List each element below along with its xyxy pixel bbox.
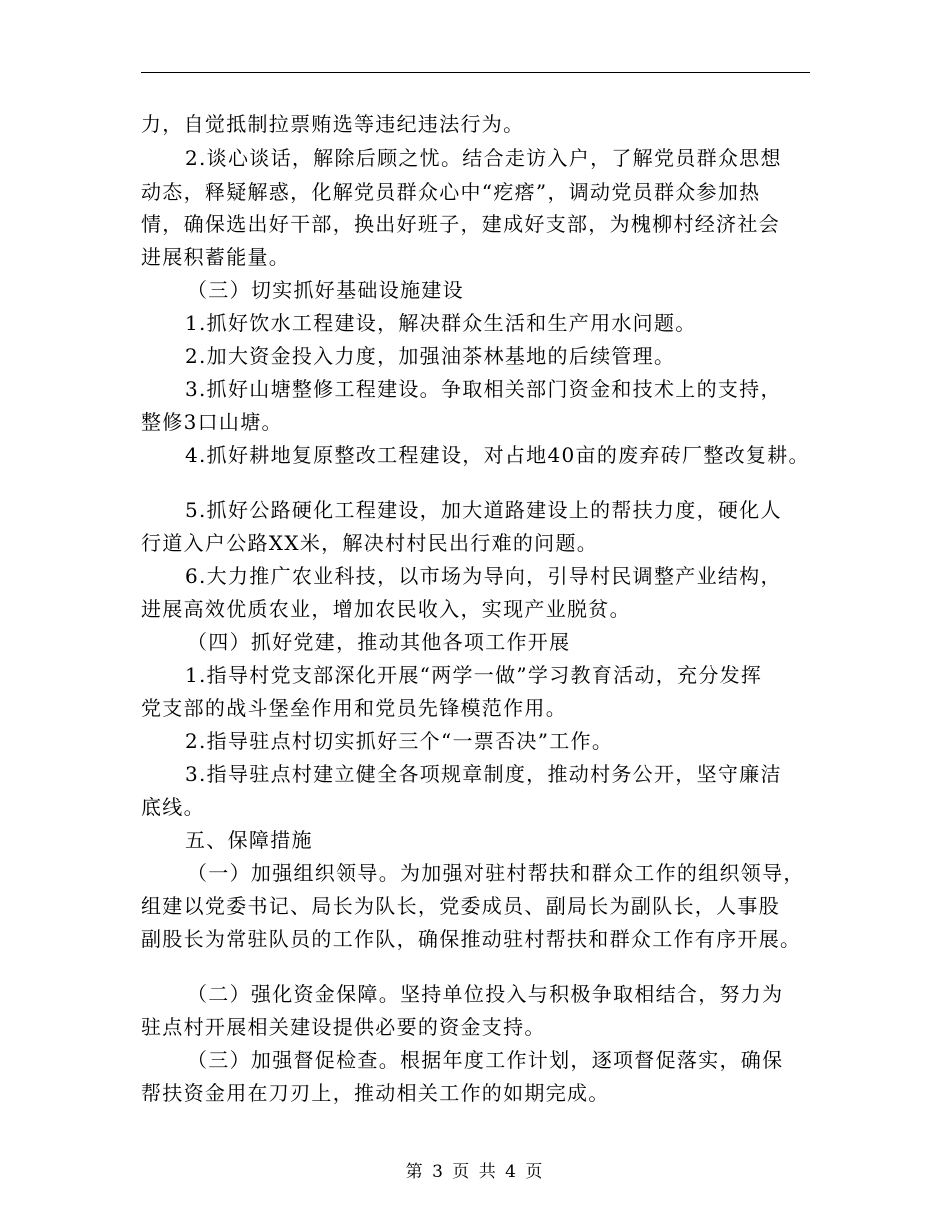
- text-line: 帮扶资金用在刀刃上，推动相关工作的如期完成。: [141, 1081, 610, 1105]
- text-line: 1.指导村党支部深化开展“两学一做”学习教育活动，充分发挥: [185, 663, 763, 687]
- page-number: 第 3 页 共 4 页: [405, 1162, 545, 1182]
- text-line: 力，自觉抵制拉票贿选等违纪违法行为。: [141, 112, 525, 136]
- text-line: 2.谈心谈话，解除后顾之忧。结合走访入户，了解党员群众思想: [185, 146, 782, 170]
- text-line: 行道入户公路XX米，解决村村民出行难的问题。: [141, 531, 599, 555]
- text-line: 1.抓好饮水工程建设，解决群众生活和生产用水问题。: [185, 311, 697, 335]
- text-line: 6.大力推广农业科技，以市场为导向，引导村民调整产业结构，: [185, 564, 782, 588]
- text-line: 驻点村开展相关建设提供必要的资金支持。: [141, 1015, 546, 1039]
- text-line: （三）加强督促检查。根据年度工作计划，逐项督促落实，确保: [187, 1048, 784, 1072]
- text-line: 动态，释疑解惑，化解党员群众心中“疙瘩”，调动党员群众参加热: [141, 180, 761, 204]
- text-line: 底线。: [141, 795, 205, 819]
- text-line: 党支部的战斗堡垒作用和党员先锋模范作用。: [141, 696, 567, 720]
- text-line: 2.加大资金投入力度，加强油茶林基地的后续管理。: [185, 344, 676, 368]
- text-line: 整修3口山塘。: [141, 410, 283, 434]
- section-heading: （四）抓好党建，推动其他各项工作开展: [187, 630, 571, 654]
- text-line: 5.抓好公路硬化工程建设，加大道路建设上的帮扶力度，硬化人: [185, 498, 782, 522]
- text-line: 3.抓好山塘整修工程建设。争取相关部门资金和技术上的支持，: [185, 377, 782, 401]
- section-heading: 五、保障措施: [185, 828, 313, 852]
- text-line: 组建以党委书记、局长为队长，党委成员、副局长为副队长，人事股: [141, 894, 780, 918]
- text-line: 4.抓好耕地复原整改工程建设，对占地40亩的废弃砖厂整改复耕。: [185, 443, 810, 467]
- text-line: 2.指导驻点村切实抓好三个“一票否决”工作。: [185, 729, 614, 753]
- section-heading: （三）切实抓好基础设施建设: [187, 278, 464, 302]
- header-rule: [141, 72, 810, 73]
- text-line: 进展积蓄能量。: [141, 245, 291, 269]
- text-line: （二）强化资金保障。坚持单位投入与积极争取相结合，努力为: [187, 982, 784, 1006]
- text-line: （一）加强组织领导。为加强对驻村帮扶和群众工作的组织领导，: [187, 861, 805, 885]
- text-line: 3.指导驻点村建立健全各项规章制度，推动村务公开，坚守廉洁: [185, 762, 782, 786]
- text-line: 情，确保选出好干部，换出好班子，建成好支部，为槐柳村经济社会: [141, 212, 780, 236]
- text-line: 副股长为常驻队员的工作队，确保推动驻村帮扶和群众工作有序开展。: [141, 927, 802, 951]
- text-line: 进展高效优质农业，增加农民收入，实现产业脱贫。: [141, 597, 631, 621]
